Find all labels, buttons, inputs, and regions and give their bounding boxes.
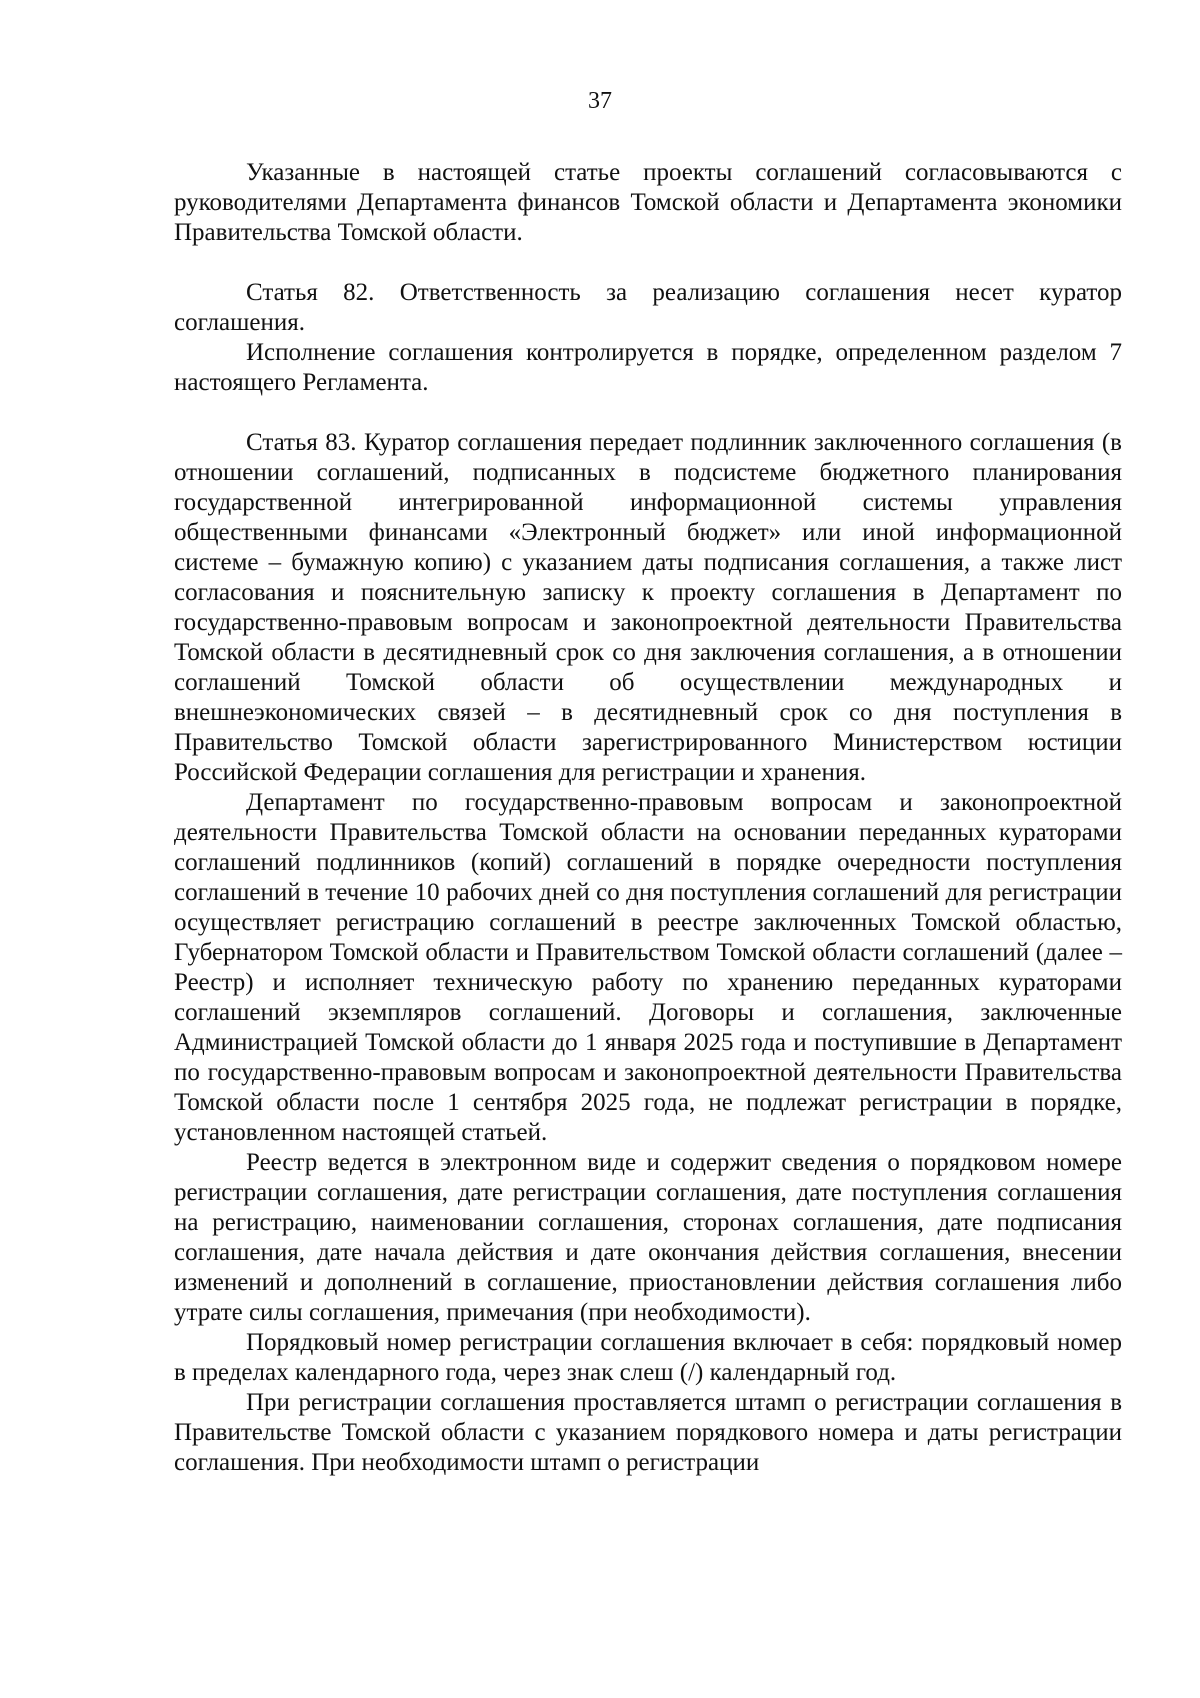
paragraph-agreement-approval: Указанные в настоящей статье проекты соглашений согласовываются с руководителями Департамента финансов Томской области и Департамента экономики Правительства Томской области. [174,159,1122,246]
paragraph-registry: Реестр ведется в электронном виде и содержит сведения о порядковом номере регистрации соглашения, дате регистрации соглашения, дате поступления соглашения на регистрацию, наименовании соглашения, сторонах соглашения, дате подписания соглашения, дате начала действия и дате окончания действия соглашения, внесении изменений и дополнений в соглашение, приостановлении действия соглашения либо утрате силы соглашения, примечания (при необходимости). [174,1149,1122,1326]
paragraph-department-registration: Департамент по государственно-правовым вопросам и законопроектной деятельности Правительства Томской области на основании переданных кураторами соглашений подлинников (копий) соглашений в порядке очередности поступления соглашений в течение 10 рабочих дней со дня поступления соглашений для регистрации осуществляет регистрацию соглашений в реестре заключенных Томской областью, Губернатором Томской области и Правительством Томской области соглашений (далее – Реестр) и исполняет техническую работу по хранению переданных кураторами соглашений экземпляров соглашений. Договоры и соглашения, заключенные Администрацией Томской области до 1 января 2025 года и поступившие в Департамент по государственно-правовым вопросам и законопроектной деятельности Правительства Томской области после 1 сентября 2025 года, не подлежат регистрации в порядке, установленном настоящей статьей. [174,789,1122,1146]
paragraph-article-82-control: Исполнение соглашения контролируется в порядке, определенном разделом 7 настоящего Регламента. [174,339,1122,396]
document-body [174,158,1122,1478]
paragraph-registration-stamp: При регистрации соглашения проставляется штамп о регистрации соглашения в Правительстве Томской области с указанием порядкового номера и даты регистрации соглашения. При необходимости штамп о регистрации [174,1389,1122,1476]
paragraph-article-83: Статья 83. Куратор соглашения передает подлинник заключенного соглашения (в отношении соглашений, подписанных в подсистеме бюджетного планирования государственной интегрированной информационной системы управления общественными финансами «Электронный бюджет» или иной информационной системе – бумажную копию) с указанием даты подписания соглашения, а также лист согласования и пояснительную записку к проекту соглашения в Департамент по государственно-правовым вопросам и законопроектной деятельности Правительства Томской области в десятидневный срок со дня заключения соглашения, а в отношении соглашений Томской области об осуществлении международных и внешнеэкономических связей – в десятидневный срок со дня поступления в Правительство Томской области зарегистрированного Министерством юстиции Российской Федерации соглашения для регистрации и хранения. [174,429,1122,786]
paragraph-article-82: Статья 82. Ответственность за реализацию соглашения несет куратор соглашения. [174,279,1122,336]
page-number: 37 [588,88,612,114]
paragraph-registration-number: Порядковый номер регистрации соглашения включает в себя: порядковый номер в пределах календарного года, через знак слеш (/) календарный год. [174,1329,1122,1386]
